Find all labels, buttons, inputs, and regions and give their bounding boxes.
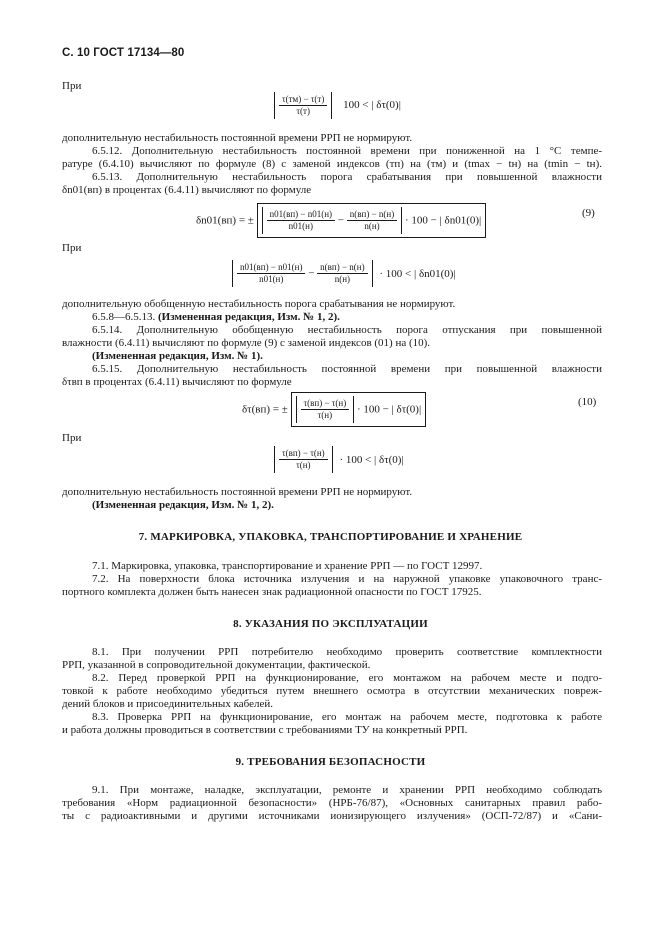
text-line	[92, 311, 340, 324]
denominator: n(н)	[364, 221, 380, 231]
formula-lhs: δτ(вп) = ±	[242, 403, 288, 416]
text-line: дополнительную обобщенную нестабильность порога срабатывания не нормируют.	[62, 298, 456, 310]
text-line: РРП, указанной в сопроводительной документации, фактической.	[62, 659, 371, 671]
text-line: 7.1. Маркировка, упаковка, транспортирование и хранение РРП — по ГОСТ 12997.	[92, 560, 483, 572]
formula-9	[196, 203, 486, 238]
text-line: влажности (6.4.11) вычисляют по формуле (9) с заменой индексов (01) на (10).	[62, 337, 431, 349]
text-line: 8.1. При получении РРП потребителю необходимо проверить соответствие комплектности	[92, 646, 602, 658]
formula-condition-10	[274, 446, 404, 473]
text-line: 8.2. Перед проверкой РРП на функционирование, его монтажом на рабочем месте и подго-	[92, 672, 602, 684]
text-line: товкой к работе необходимо убедиться путем внешнего осмотра в отсутствии механических повреж-	[62, 685, 602, 697]
text-line: 7.2. На поверхности блока источника излучения и на наружной упаковке упаковочного транс-	[92, 573, 602, 585]
text-line: 8.3. Проверка РРП на функционирование, его монтаж на рабочем месте, подготовка к работе	[92, 711, 602, 723]
numerator: τ(вп) − τ(н)	[301, 398, 350, 410]
text-line: При	[62, 432, 82, 444]
text-line: ратуре (6.4.10) вычисляют по формуле (8) с заменой индексов (тп) на (тм) и (tmax − tн) на (tmin − tн).	[62, 158, 602, 170]
text-line: ты с радиоактивными и другими источниками ионизирующего излучения» (ОСП-72/87) и «Сани-	[62, 810, 602, 822]
equation-number: (9)	[582, 207, 595, 219]
section-heading-9: 9. ТРЕБОВАНИЯ БЕЗОПАСНОСТИ	[235, 756, 426, 768]
page-header: С. 10 ГОСТ 17134—80	[62, 47, 185, 59]
abs-bars: $\frac{n01(вп) - n01(н)}{n01(н)}$ − $\frac{n(вп) - n(н)}{n(н)}$	[232, 260, 373, 287]
abs-bars	[274, 446, 333, 473]
denominator: n01(н)	[259, 274, 284, 284]
text-line: При	[62, 242, 82, 254]
formula-1	[274, 92, 401, 119]
equation-number: (10)	[578, 396, 597, 408]
formula-condition-9	[232, 260, 456, 287]
abs-bars	[274, 92, 332, 119]
section-heading-7: 7. МАРКИРОВКА, УПАКОВКА, ТРАНСПОРТИРОВАНИЕ И ХРАНЕНИЕ	[138, 531, 523, 543]
fraction	[237, 262, 305, 285]
fraction	[267, 209, 335, 232]
formula-tail: · 100 − | δτ(0)|	[356, 403, 422, 416]
fraction	[347, 209, 397, 232]
numerator: τ(вп) − τ(н)	[279, 448, 328, 460]
denominator: τ(н)	[296, 460, 311, 470]
formula-tail: 100 < | δτ(0)|	[343, 99, 401, 112]
denominator: n(н)	[334, 274, 351, 284]
denominator: τ(т)	[296, 106, 310, 116]
fraction	[279, 94, 327, 117]
text-line: и работа должны проводиться в соответствии с требованиями ТУ на конкретный РРП.	[62, 724, 468, 736]
numerator: n(вп) − n(н)	[347, 209, 397, 221]
formula-10	[242, 392, 426, 427]
numerator: n(вп) − n(н)	[317, 262, 367, 274]
denominator: τ(н)	[317, 410, 333, 420]
formula-lhs: δn01(вп) = ±	[196, 214, 254, 227]
formula-tail: · 100 − | δn01(0)|	[404, 214, 482, 227]
text-line: 6.5.14. Дополнительную обобщенную нестабильность порога отпускания при повышенной	[92, 324, 602, 336]
text-line: δτвп в процентах (6.4.11) вычисляют по формуле	[62, 376, 292, 388]
numerator: n01(вп) − n01(н)	[237, 262, 305, 274]
fraction	[279, 448, 328, 471]
text-line: дополнительную нестабильность постоянной времени РРП не нормируют.	[62, 486, 413, 498]
denominator: n01(н)	[288, 221, 313, 231]
text-line: δn01(вп) в процентах (6.4.11) вычисляют по формуле	[62, 184, 312, 196]
text-line: 6.5.12. Дополнительную нестабильность постоянной времени при пониженной на 1 °С темпе-	[92, 145, 602, 157]
text-line: требования «Норм радиационной безопасности» (НРБ-76/87), «Основных санитарных правил рабо-	[62, 797, 602, 809]
text-line: 9.1. При монтаже, наладке, эксплуатации, ремонте и хранении РРП необходимо соблюдать	[92, 784, 602, 796]
numerator: n01(вп) − n01(н)	[267, 209, 335, 221]
amendment-note: (Измененная редакция, Изм. № 1, 2).	[92, 499, 274, 511]
formula-tail: · 100 < | δτ(0)|	[339, 453, 404, 466]
text-line: 6.5.15. Дополнительную нестабильность постоянной времени при повышенной влажности	[92, 363, 602, 375]
abs-bars: $\frac{n01(вп) - n01(н)}{n01(н)}$ − $\frac{n(вп) - n(н)}{n(н)}$	[262, 207, 403, 234]
square-bracket	[257, 203, 487, 238]
section-heading-8: 8. УКАЗАНИЯ ПО ЭКСПЛУАТАЦИИ	[233, 618, 428, 630]
numerator: τ(тм) − τ(т)	[279, 94, 327, 106]
fraction	[301, 398, 350, 421]
formula-tail: · 100 < | δn01(0)|	[379, 267, 456, 280]
fraction	[317, 262, 367, 285]
text-line: дений блоков и присоединительных кабелей.	[62, 698, 273, 710]
clause-ref: 6.5.8—6.5.13.	[92, 311, 156, 323]
text-line: дополнительную нестабильность постоянной времени РРП не нормируют.	[62, 132, 413, 144]
text-line: портного комплекта должен быть нанесен знак радиационной опасности по ГОСТ 17925.	[62, 586, 482, 598]
amendment-note: (Измененная редакция, Изм. № 1).	[92, 350, 263, 362]
square-bracket	[291, 392, 427, 427]
text-line: При	[62, 80, 82, 92]
amendment-note: (Измененная редакция, Изм. № 1, 2).	[158, 311, 340, 323]
abs-bars	[296, 396, 355, 423]
text-line: 6.5.13. Дополнительную нестабильность порога срабатывания при повышенной влажности	[92, 171, 602, 183]
